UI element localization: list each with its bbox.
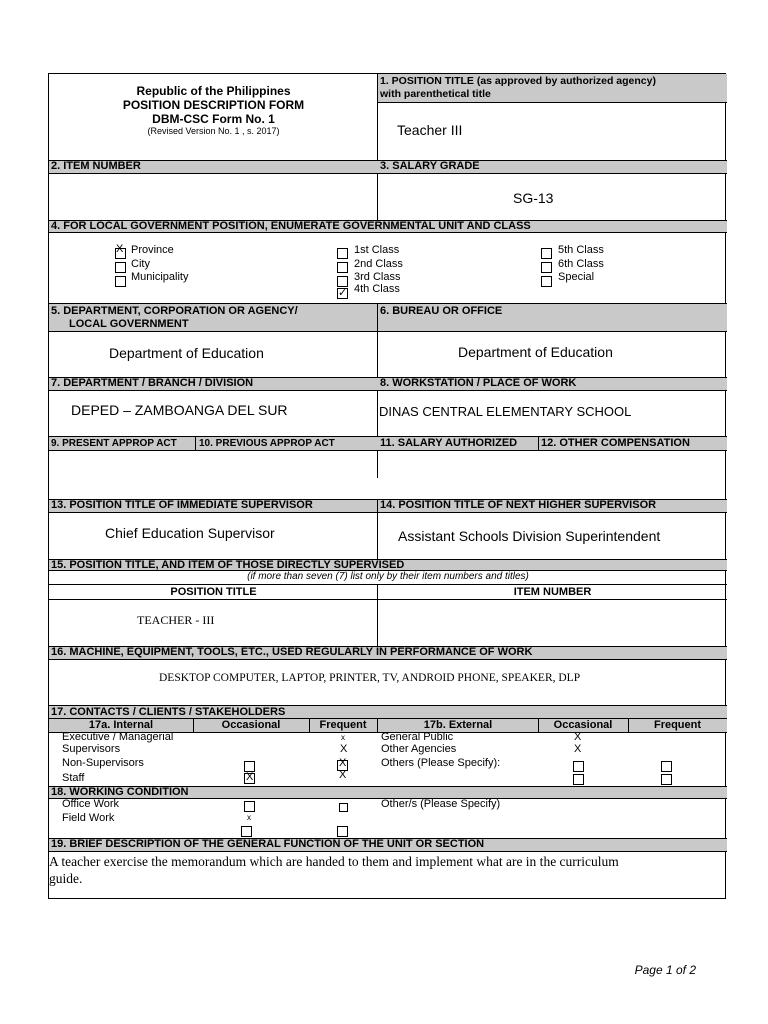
page-number: Page 1 of 2: [634, 963, 696, 977]
internal-staff-occasional: X: [246, 771, 254, 783]
external-public-occasional: X: [574, 731, 582, 743]
contacts-label: 17. CONTACTS / CLIENTS / STAKEHOLDERS: [51, 706, 286, 718]
machines-value: DESKTOP COMPUTER, LAPTOP, PRINTER, TV, ANDROID PHONE, SPEAKER, DLP: [159, 672, 581, 684]
next-supervisor-label: 14. POSITION TITLE OF NEXT HIGHER SUPERVISOR: [380, 499, 657, 511]
supervisor-value: Chief Education Supervisor: [105, 525, 275, 541]
position-title-value: Teacher III: [397, 122, 463, 138]
internal-occasional-head: Occasional: [221, 719, 281, 731]
field-work-mark: x: [247, 813, 251, 822]
other-compensation-label: 12. OTHER COMPENSATION: [541, 437, 690, 449]
special-class-label: Special: [558, 271, 595, 283]
workstation-value: DINAS CENTRAL ELEMENTARY SCHOOL: [379, 404, 632, 419]
third-class-label: 3rd Class: [354, 271, 401, 283]
col-item-number: ITEM NUMBER: [513, 586, 592, 598]
position-title-header: [378, 74, 727, 103]
next-supervisor-value: Assistant Schools Division Superintendent: [398, 528, 661, 544]
field-work-occasional-checkbox[interactable]: [241, 826, 252, 837]
internal-supervisors-label: Supervisors: [62, 743, 121, 755]
bureau-label: 6. BUREAU OR OFFICE: [380, 305, 503, 317]
col-position-title: POSITION TITLE: [170, 586, 257, 598]
field-work-frequent-checkbox[interactable]: [337, 826, 348, 837]
fifth-class-checkbox[interactable]: [541, 248, 552, 259]
fourth-class-mark: ✓: [338, 287, 348, 299]
city-label: City: [131, 258, 150, 270]
branch-value: DEPED – ZAMBOANGA DEL SUR: [71, 402, 288, 418]
salary-grade-label: 3. SALARY GRADE: [380, 160, 480, 172]
form-revision: (Revised Version No. 1 , s. 2017): [147, 126, 280, 136]
department-sublabel: LOCAL GOVERNMENT: [69, 318, 189, 330]
internal-staff-label: Staff: [62, 772, 85, 784]
external-frequent-head: Frequent: [653, 719, 702, 731]
province-label: Province: [131, 244, 174, 256]
others-frequent-checkbox-2[interactable]: [661, 774, 672, 785]
supervised-row-title: TEACHER - III: [137, 613, 215, 627]
office-work-occasional-checkbox[interactable]: [244, 801, 255, 812]
other-condition-label: Other/s (Please Specify): [381, 798, 501, 810]
municipality-label: Municipality: [131, 271, 189, 283]
special-class-checkbox[interactable]: [541, 276, 552, 287]
first-class-label: 1st Class: [354, 244, 400, 256]
third-class-checkbox[interactable]: [337, 276, 348, 287]
workstation-label: 8. WORKSTATION / PLACE OF WORK: [380, 377, 577, 389]
general-function-line1: A teacher exercise the memorandum which are handed to them and implement what are in the curriculum: [49, 854, 619, 869]
city-checkbox[interactable]: [115, 262, 126, 273]
form-name: POSITION DESCRIPTION FORM: [122, 98, 305, 112]
general-function-label: 19. BRIEF DESCRIPTION OF THE GENERAL FUNCTION OF THE UNIT OR SECTION: [51, 838, 485, 850]
class-list-a: [335, 241, 465, 311]
external-occasional-head: Occasional: [553, 719, 613, 731]
form-number: DBM-CSC Form No. 1: [152, 112, 275, 126]
office-work-label: Office Work: [62, 798, 120, 810]
internal-executive-label: Executive / Managerial: [62, 731, 174, 743]
external-agencies-occasional: X: [574, 743, 582, 755]
country-name: Republic of the Philippines: [136, 84, 291, 98]
gov-unit-list: [107, 241, 307, 301]
external-others-label: Others (Please Specify):: [381, 757, 501, 769]
internal-executive-frequent: x: [341, 733, 345, 742]
supervised-label: 15. POSITION TITLE, AND ITEM OF THOSE DIRECTLY SUPERVISED: [51, 559, 405, 571]
supervised-note: (if more than seven (7) list only by their item numbers and titles): [247, 571, 529, 582]
salary-authorized-label: 11. SALARY AUTHORIZED: [380, 437, 518, 449]
department-label: 5. DEPARTMENT, CORPORATION OR AGENCY/: [51, 305, 298, 317]
internal-nonsupervisors-label: Non-Supervisors: [62, 757, 144, 769]
first-class-checkbox[interactable]: [337, 248, 348, 259]
internal-supervisors-frequent: X: [340, 743, 348, 755]
internal-head: 17a. Internal: [88, 719, 154, 731]
fourth-class-label: 4th Class: [354, 283, 400, 295]
position-title-label: 1. POSITION TITLE (as approved by authorized agency): [380, 75, 656, 87]
bureau-value: Department of Education: [458, 344, 613, 360]
supervisor-label: 13. POSITION TITLE OF IMMEDIATE SUPERVISOR: [51, 499, 313, 511]
position-description-form: [48, 73, 726, 899]
field-work-label: Field Work: [62, 812, 115, 824]
branch-label: 7. DEPARTMENT / BRANCH / DIVISION: [51, 377, 254, 389]
others-occasional-checkbox[interactable]: [573, 761, 584, 772]
external-public-label: General Public: [381, 731, 454, 743]
local-gov-label: 4. FOR LOCAL GOVERNMENT POSITION, ENUMERATE GOVERNMENTAL UNIT AND CLASS: [51, 220, 531, 232]
others-occasional-checkbox-2[interactable]: [573, 774, 584, 785]
external-head: 17b. External: [423, 719, 493, 731]
general-function-value: [49, 853, 619, 887]
second-class-label: 2nd Class: [354, 258, 403, 270]
external-agencies-label: Other Agencies: [381, 743, 457, 755]
second-class-checkbox[interactable]: [337, 262, 348, 273]
others-frequent-checkbox[interactable]: [661, 761, 672, 772]
sixth-class-label: 6th Class: [558, 258, 604, 270]
internal-staff-frequent: X: [339, 769, 347, 781]
position-title-sublabel: with parenthetical title: [380, 88, 491, 100]
province-mark: X: [116, 243, 124, 255]
salary-grade-value: SG-13: [513, 190, 554, 206]
item-number-label: 2. ITEM NUMBER: [51, 160, 141, 172]
sixth-class-checkbox[interactable]: [541, 262, 552, 273]
previous-approp-label: 10. PREVIOUS APPROP ACT: [199, 438, 335, 449]
department-value: Department of Education: [109, 345, 264, 361]
form-header: [49, 84, 378, 137]
general-function-line2: guide.: [49, 871, 83, 886]
present-approp-label: 9. PRESENT APPROP ACT: [51, 438, 177, 449]
class-list-b: [539, 241, 669, 301]
office-work-frequent-checkbox[interactable]: [339, 803, 348, 812]
municipality-checkbox[interactable]: [115, 276, 126, 287]
fifth-class-label: 5th Class: [558, 244, 604, 256]
internal-frequent-head: Frequent: [319, 719, 367, 731]
machines-label: 16. MACHINE, EQUIPMENT, TOOLS, ETC., USED REGULARLY IN PERFORMANCE OF WORK: [51, 646, 533, 658]
internal-nonsupervisors-frequent: X: [339, 757, 347, 769]
working-condition-label: 18. WORKING CONDITION: [51, 786, 189, 798]
